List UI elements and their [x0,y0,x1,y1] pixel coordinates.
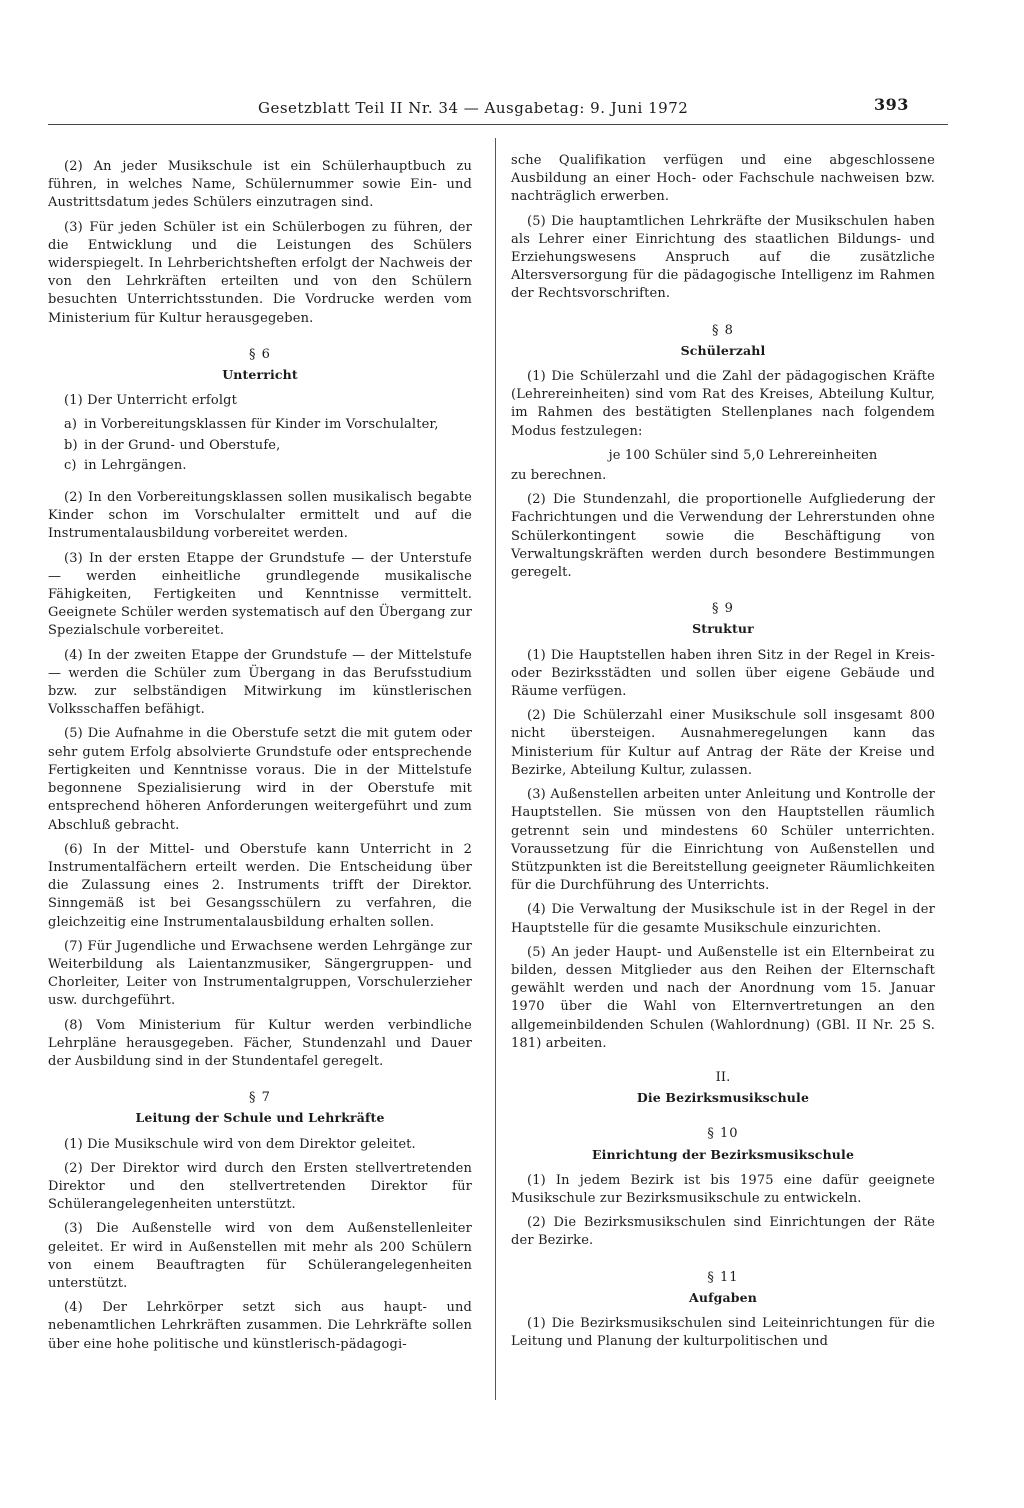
list-item-label: b) [64,437,78,453]
paragraph: (3) Außenstellen arbeiten unter Anleitung und Kontrolle der Hauptstellen. Sie müssen von den Hauptstellen räumlich getrennt sein und mindestens 60 Schüler unterrichten. Voraussetzung für die Einrichtung von Außenstellen und Stützpunkten ist die Bereitstellung geeigneter Räumlichkeiten für die Durchführung des Unterrichts. [511,787,935,894]
section-number: § 10 [707,1126,739,1142]
paragraph: (4) Die Verwaltung der Musikschule ist in der Regel in der Hauptstelle für die gesamte Musikschule einzurichten. [511,902,935,936]
list-item-text: in Lehrgängen. [84,457,187,473]
left-column [48,158,472,1360]
paragraph: (2) Die Schülerzahl einer Musikschule soll insgesamt 800 nicht übersteigen. Ausnahmeregelungen kann das Ministerium für Kultur auf Antrag der Räte der Kreise und Bezirke, Abteilung Kultur, zulassen. [511,708,935,778]
section-title: Schülerzahl [680,342,766,358]
paragraph: (8) Vom Ministerium für Kultur werden verbindliche Lehrpläne herausgegeben. Fächer, Stundenzahl und Dauer der Ausbildung sind in der Stundentafel geregelt. [48,1017,472,1069]
section-number: § 7 [249,1090,271,1106]
enumeration-list [48,416,472,475]
page-header: Gesetzblatt Teil II Nr. 34 — Ausgabetag: 9. Juni 1972 [258,99,689,117]
paragraph: (1) Die Schülerzahl und die Zahl der pädagogischen Kräfte (Lehrereinheiten) sind vom Rat des Kreises, Abteilung Kultur, im Rahmen des bestätigten Stellenplanes nach folgendem Modus festzulegen: [511,369,935,439]
paragraph: (1) In jedem Bezirk ist bis 1975 eine dafür geeignete Musikschule zur Bezirksmusikschule zu entwickeln. [511,1172,935,1206]
list-item [48,416,472,434]
paragraph: (5) An jeder Haupt- und Außenstelle ist ein Elternbeirat zu bilden, dessen Mitglieder aus den Reihen der Elternschaft gewählt werden und nach der Anordnung vom 15. Januar 1970 über die Wahl von Elternvertretungen an den allgemeinbildenden Schulen (Wahlordnung) (GBl. II Nr. 25 S. 181) arbeiten. [511,944,935,1051]
paragraph: (2) Die Bezirksmusikschulen sind Einrichtungen der Räte der Bezirke. [511,1215,935,1249]
paragraph: sche Qualifikation verfügen und eine abgeschlossene Ausbildung an einer Hoch- oder Fachschule nachweisen bzw. nachträglich erwerben. [511,153,935,205]
paragraph: (1) Die Hauptstellen haben ihren Sitz in der Regel in Kreis- oder Bezirksstädten und sollen über eigene Gebäude und Räume verfügen. [511,647,935,700]
paragraph: (7) Für Jugendliche und Erwachsene werden Lehrgänge zur Weiterbildung als Laientanzmusiker, Sängergruppen- und Chorleiter, Leiter von Instrumentalgruppen, Vorschulerzieher usw. durchgeführt. [48,938,472,1009]
paragraph: (4) In der zweiten Etappe der Grundstufe — der Mittelstufe — werden die Schüler zum Übergang in das Berufsstudium bzw. zur selbständigen Mitwirkung im künstlerischen Volksschaffen befähigt. [48,647,472,718]
section-number: § 8 [712,322,734,338]
paragraph: (2) Die Stundenzahl, die proportionelle Aufgliederung der Fachrichtungen und die Verwendung der Lehrerstunden ohne Schülerkontingent sowie die Beschäftigung von Verwaltungskräften werden durch besondere Bestimmungen geregelt. [511,492,935,581]
paragraph: (1) Der Unterricht erfolgt [64,393,238,409]
section-number: § 9 [712,601,734,617]
paragraph: (1) Die Bezirksmusikschulen sind Leiteinrichtungen für die Leitung und Planung der kulturpolitischen und [511,1315,935,1350]
section-title: Struktur [692,621,754,637]
paragraph: (6) In der Mittel- und Oberstufe kann Unterricht in 2 Instrumentalfächern erteilt werden. Die Entscheidung über die Zulassung eines 2. Instruments trifft der Direktor. Sinngemäß ist bei Gesangsschülern zu verfahren, die gleichzeitig eine Instrumentalausbildung erhalten sollen. [48,841,472,930]
paragraph: (4) Der Lehrkörper setzt sich aus haupt- und nebenamtlichen Lehrkräften zusammen. Die Lehrkräfte sollen über eine hohe politische und künstlerisch-pädagogi- [48,1300,472,1352]
list-item-label: c) [64,457,77,473]
part-title: Die Bezirksmusikschule [636,1090,810,1106]
section-title: Unterricht [222,367,298,383]
page-number: 393 [874,95,909,114]
list-item-label: a) [64,417,78,433]
paragraph: (2) An jeder Musikschule ist ein Schülerhauptbuch zu führen, in welches Name, Schülernummer sowie Ein- und Austrittsdatum jedes Schülers einzutragen sind. [48,159,472,211]
part-number: II. [715,1069,731,1085]
list-item-text: in der Grund- und Oberstufe, [84,437,281,453]
list-item-text: in Vorbereitungsklassen für Kinder im Vorschulalter, [84,417,439,433]
list-item [48,437,472,455]
right-column [511,152,935,1357]
paragraph: (5) Die Aufnahme in die Oberstufe setzt die mit gutem oder sehr gutem Erfolg absolvierte Grundstufe oder entsprechende Fertigkeiten und Kenntnisse voraus. Die in der Mittelstufe begonnene Spezialisierung wird in der Oberstufe mit entsprechend höheren Anforderungen weitergeführt und zum Abschluß gebracht. [48,726,472,833]
list-item [48,457,472,475]
paragraph: (2) Der Direktor wird durch den Ersten stellvertretenden Direktor und den stellvertretenden Direktor für Schülerangelegenheiten unterstützt. [48,1160,472,1213]
paragraph: (3) In der ersten Etappe der Grundstufe — der Unterstufe — werden einheitliche grundlegende musikalische Fähigkeiten, Fertigkeiten und Kenntnisse vermittelt. Geeignete Schüler werden systematisch auf den Übergang zur Spezialschule vorbereitet. [48,550,472,639]
section-number: § 11 [707,1269,739,1285]
section-number: § 6 [249,346,271,362]
section-title: Aufgaben [689,1289,757,1305]
paragraph: (2) In den Vorbereitungsklassen sollen musikalisch begabte Kinder schon im Vorschulalter ermittelt und auf die Instrumentalausbildung vorbereitet werden. [48,490,472,542]
paragraph: (3) Für jeden Schüler ist ein Schülerbogen zu führen, der die Entwicklung und die Leistungen des Schülers widerspiegelt. In Lehrberichtsheften erfolgt der Nachweis der von den Lehrkräften erteilten und von den Schülern besuchten Unterrichtsstunden. Die Vordrucke werden vom Ministerium für Kultur herausgegeben. [48,219,472,326]
paragraph: (1) Die Musikschule wird von dem Direktor geleitet. [64,1136,416,1152]
column-divider [495,138,496,1400]
section-title: Einrichtung der Bezirksmusikschule [591,1146,855,1162]
paragraph: zu berechnen. [511,468,607,484]
paragraph: (5) Die hauptamtlichen Lehrkräfte der Musikschulen haben als Lehrer einer Einrichtung des staatlichen Bildungs- und Erziehungswesens Anspruch auf die zusätzliche Altersversorgung für die pädagogische Intelligenz im Rahmen der Rechtsvorschriften. [511,213,935,302]
header-rule [48,124,948,125]
formula-line: je 100 Schüler sind 5,0 Lehrereinheiten [608,447,878,463]
section-title: Leitung der Schule und Lehrkräfte [135,1110,385,1126]
paragraph: (3) Die Außenstelle wird von dem Außenstellenleiter geleitet. Er wird in Außenstellen mit mehr als 200 Schülern von einem Beauftragten für Schülerangelegenheiten unterstützt. [48,1221,472,1291]
